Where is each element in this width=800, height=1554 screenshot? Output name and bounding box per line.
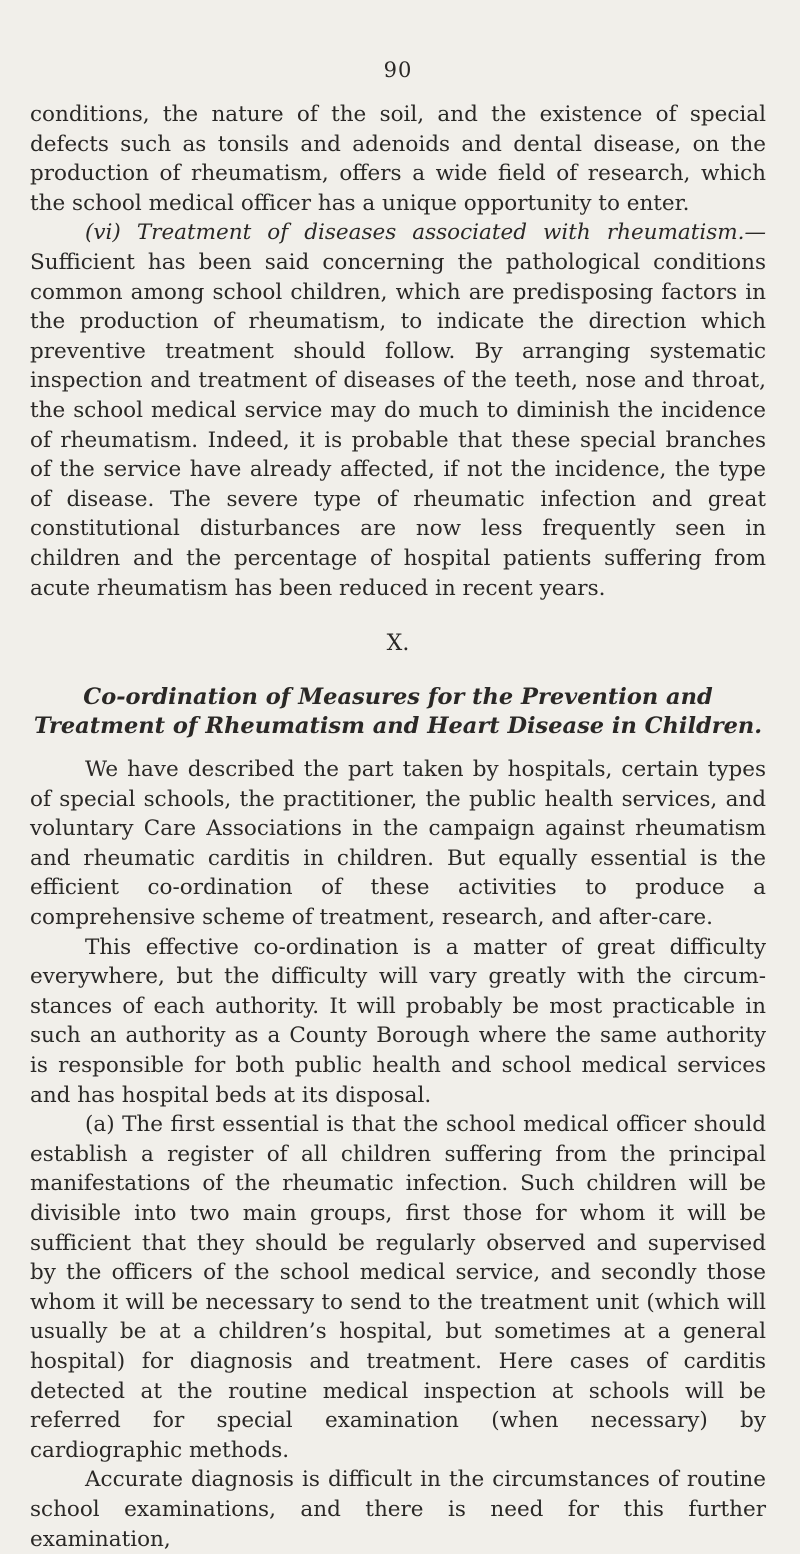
coordination-paragraph-a: (a) The first essential is that the school medical officer should establish a register of all children suffering from the principal manifestations of the rheumatic infection. Such children will be divisible into two main groups, first those for whom it will be sufficient that they should be regularly observed and supervised by the officers of the school medical service, and secondly those whom it will be necessary to send to the treatment unit (which will usually be at a children’s hospital, but sometimes at a general hospital) for diagnosis and treatment. Here cases of carditis detected at the routine medical inspection at schools will be referred for special examination (when necessary) by cardiographic methods. [30, 1112, 766, 1463]
coordination-paragraph-4: Accurate diagnosis is difficult in the circumstances of routine school examinations, and there is need for this further examination, [30, 1467, 766, 1552]
page-number: 90 [383, 58, 413, 82]
intro-paragraph: conditions, the nature of the soil, and the existence of special defects such as tonsils and adenoids and dental disease, on the production of rheumatism, offers a wide field of research, which the school medical officer has a unique opportunity to enter. [30, 102, 766, 216]
coordination-paragraph-2: This effective co-ordination is a matter of great difficulty everywhere, but the difficulty will vary greatly with the circum-stances of each authority. It will probably be most practicable in such an authority as a County Borough where the same authority is responsible for both public health and school medical services and has hospital beds at its disposal. [30, 934, 766, 1108]
treatment-paragraph-lead: (vi) Treatment of diseases associated with rheumatism.— [85, 220, 766, 246]
coordination-paragraph-1: We have described the part taken by hospitals, certain types of special schools, the practitioner, the public health services, and voluntary Care Associations in the campaign against rheumatism and rheumatic carditis in children. But equally essential is the efficient co-ordination of these activities to produce a comprehensive scheme of treatment, research, and after-care. [30, 757, 766, 931]
section-number: X. [386, 631, 410, 657]
treatment-paragraph [30, 218, 766, 603]
section-heading: Co-ordination of Measures for the Prevention and Treatment of Rheumatism and Heart Disease in Children. [33, 684, 763, 740]
treatment-paragraph-body: Sufficient has been said concerning the pathological conditions common among school children, which are predisposing factors in the production of rheumatism, to indicate the direction which preventive treatment should follow. By arranging systematic inspection and treatment of diseases of the teeth, nose and throat, the school medical service may do much to diminish the incidence of rheumatism. Indeed, it is probable that these special branches of the service have already affected, if not the incidence, the type of disease. The severe type of rheumatic infection and great constitutional disturbances are now less frequently seen in children and the percentage of hospital patients suffering from acute rheumatism has been reduced in recent years. [30, 249, 766, 601]
